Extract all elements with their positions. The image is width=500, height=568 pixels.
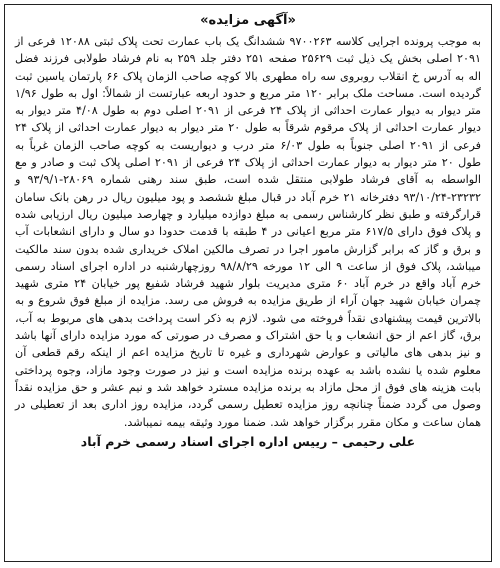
auction-notice: [4, 4, 492, 562]
notice-signature: علی رحیمی – رییس اداره اجرای اسناد رسمی خرم آباد: [80, 433, 416, 449]
notice-title: «آگهی مزایده»: [200, 13, 296, 28]
notice-body: به موجب پرونده اجرایی کلاسه ۹۷۰۰۲۶۳ ششدانگ یک باب عمارت تحت پلاک ثبتی ۱۲۰۸۸ فرعی از ۲۰۹۱ اصلی بخش یک ذیل ثبت ۲۵۶۲۹ صفحه ۲۵۱ دفتر جلد ۲۵۹ به نام فرشاد طولابی فرزند فضل اله به آدرس خ انقلاب روبروی سه راه مطهری بالا کوچه صاحب الزمان پلاک ۶۶ پارتمان یاسین ثبت گردیده است. مساحت ملک برابر ۱۲۰ متر مربع و حدود اربعه عبارتست از شمالاً: اول به طول ۱/۹۶ متر دیوار به دیوار عمارت احداثی از پلاک ۲۴ فرعی از ۲۰۹۱ اصلی دوم به طول ۴/۰۸ متر دیوار به دیوار عمارت احداثی از پلاک مرقوم شرقاً به طول ۲۰ متر دیوار به دیوار عمارت احداثی از پلاک ۲۴ فرعی از ۲۰۹۱ اصلی جنوباً به طول ۶/۰۳ متر درب و دیواریست به کوچه صاحب الزمان غرباً به طول ۲۰ متر دیوار به دیوار عمارت احداثی از پلاک ۲۴ فرعی از ۲۰۹۱ اصلی پلاک ثبت و صادر و مع الواسطه به آقای فرشاد طولابی منتقل شده است، طبق سند رهنی شماره ۲۸۰۶۹-۹۳/۹/۱ و ۲۳۲۳۲-۹۳/۱۰/۲۴ دفترخانه ۲۱ خرم آباد در قبال مبلغ ششصد و پود میلیون ریال در رهن بانک سامان قرارگرفته و طبق نظر کارشناس رسمی به مبلغ دوازده میلیارد و چهارصد میلیون ریال ارزیابی شده و پلاک فوق دارای ۶۱۷/۵ متر مربع اعیانی در ۴ طبقه با قدمت حدودا دو سال و دارای انشعابات آب و برق و گاز که برابر گزارش مامور اجرا در تصرف مالکین املاک خریداری شده بدون سند مالکیت میباشد، پلاک فوق از ساعت ۹ الی ۱۲ مورخه ۹۸/۸/۲۹ روزچهارشنبه در اداره اجرای اسناد رسمی خرم آباد واقع در خرم آباد ۶۰ متری مدیریت بلوار شهید فرشاد شفیع پور خیابان ۲۴ متری شهید چمران خیابان شهید جهان آراء از طریق مزایده به فروش می رسد. مزایده از مبلغ فوق شروع و به بالاترین قیمت پیشنهادی نقداً فروخته می شود. لازم به ذکر است پرداخت بدهی های مربوط به آب، برق، گاز اعم از حق انشعاب و یا حق اشتراک و مصرف در صورتی که مورد مزایده دارای آنها باشد و نیز بدهی های مالیاتی و عوارض شهرداری و غیره تا تاریخ مزایده اعم از اینکه رقم قطعی آن معلوم شده یا نشده باشد به عهده برنده مزایده است و نیز در صورت وجود مازاد، وجوه پرداختی بابت هزینه های فوق از محل مازاد به برنده مزایده مسترد خواهد شد و نیم عشر و حق مزایده نقداً وصول می گردد ضمناً چنانچه روز مزایده تعطیل رسمی گردد، مزایده روز اداری بعد از تعطیلی در همان ساعت و مکان مقرر برگزار خواهد شد. ضمنا مورد وثیقه بیمه نمیباشد.: [15, 35, 482, 429]
